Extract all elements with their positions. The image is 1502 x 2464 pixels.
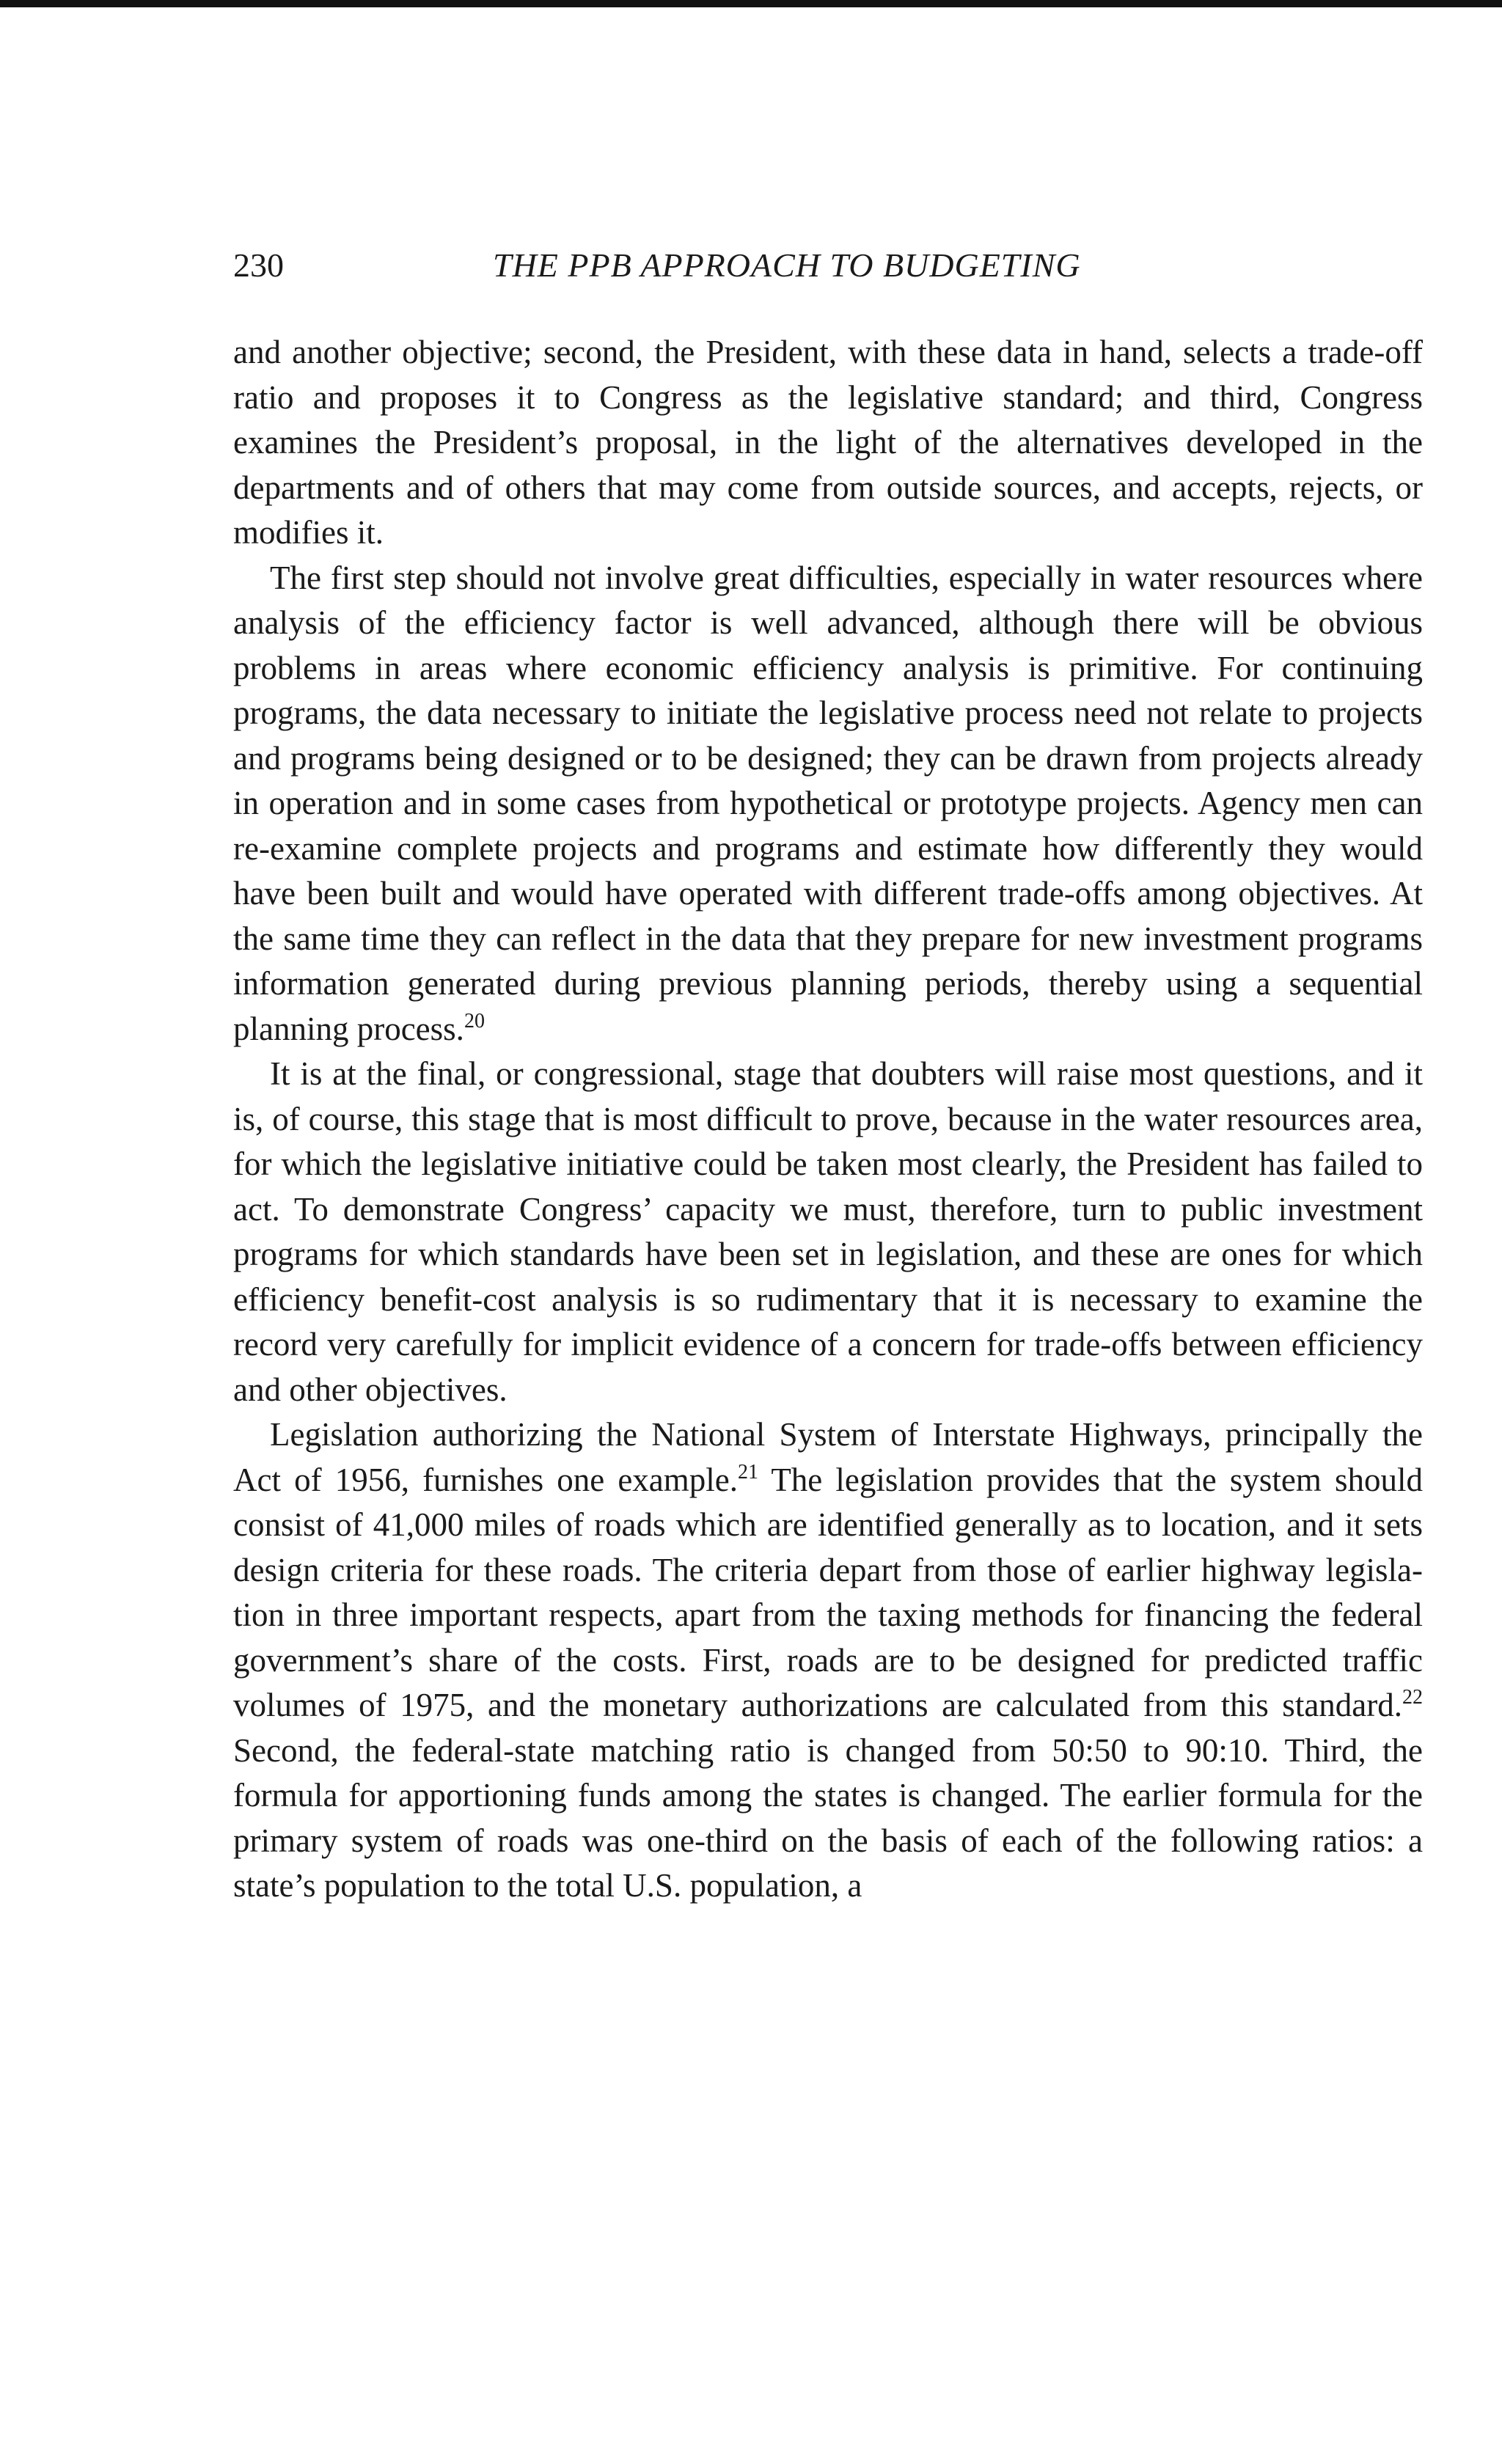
paragraph-1 bbox=[233, 330, 1423, 556]
page-number: 230 bbox=[233, 246, 284, 284]
paragraph-1-text: and another objective; second, the President, with these data in hand, selects a trade-off ratio and proposes it to Congress as the legislative standard; and third, Congress examines the President’s proposal, in the light of the alternatives developed in the departments and of others that may come from outside sources, and accepts, rejects, or modifies it. bbox=[233, 334, 1423, 551]
paragraph-2 bbox=[233, 556, 1423, 1052]
footnote-ref-22: 22 bbox=[1402, 1686, 1423, 1709]
paragraph-3-text: It is at the final, or congressional, stage that doubters will raise most questions, and it is, of course, this stage that is most difficult to prove, because in the water resources area, for which the legislative initiative could be taken most clearly, the President has failed to act. To demonstrate Congress’ capacity we must, therefore, turn to public investment programs for which standards have been set in legislation, and these are ones for which efficiency benefit-cost analysis is so rudimentary that it is necessary to examine the record very carefully for implicit evidence of a concern for trade-offs between efficiency and other objectives. bbox=[233, 1055, 1423, 1408]
paragraph-4-text-c: Second, the federal-state matching ratio is changed from 50:50 to 90:10. Third, the formula for apportioning funds among the states is changed. The earlier formula for the primary system of roads was one-third on the basis of each of the following ratios: a state’s population to the total U.S. population, a bbox=[233, 1731, 1423, 1904]
text-body bbox=[233, 330, 1423, 1909]
footnote-ref-20: 20 bbox=[464, 1009, 485, 1033]
footnote-ref-21: 21 bbox=[738, 1460, 758, 1484]
paragraph-4-text-a: Legislation authorizing the National System of Interstate Highways, principally the Act of 1956, furnishes one example. bbox=[233, 1416, 1423, 1498]
paragraph-4 bbox=[233, 1412, 1423, 1909]
running-title: THE PPB APPROACH TO BUDGETING bbox=[493, 246, 1081, 284]
paragraph-3 bbox=[233, 1052, 1423, 1412]
paragraph-2-text: The first step should not involve great difficulties, especially in water resources where analysis of the efficiency factor is well advanced, although there will be obvious problems in areas where economic efficiency analysis is primitive. For continuing programs, the data necessary to initiate the legislative process need not relate to projects and programs being designed or to be designed; they can be drawn from projects already in operation and in some cases from hypothetical or prototype projects. Agency men can re-examine complete projects and programs and estimate how differently they would have been built and would have operated with different trade-offs among objectives. At the same time they can reflect in the data that they prepare for new investment programs information generated during previous planning periods, thereby using a sequential planning process. bbox=[233, 559, 1423, 1047]
running-head bbox=[233, 243, 1421, 287]
paragraph-4-text-b: The legislation provides that the system should consist of 41,000 miles of roads which are identified generally as to location, and it sets design criteria for these roads. The criteria depart from those of earlier highway legislation in three important respects, apart from the taxing methods for financing the federal government’s share of the costs. First, roads are to be designed for predicted traffic volumes of 1975, and the monetary authorizations are calculated from this standard. bbox=[233, 1461, 1424, 1723]
top-edge-rule bbox=[0, 0, 1502, 7]
